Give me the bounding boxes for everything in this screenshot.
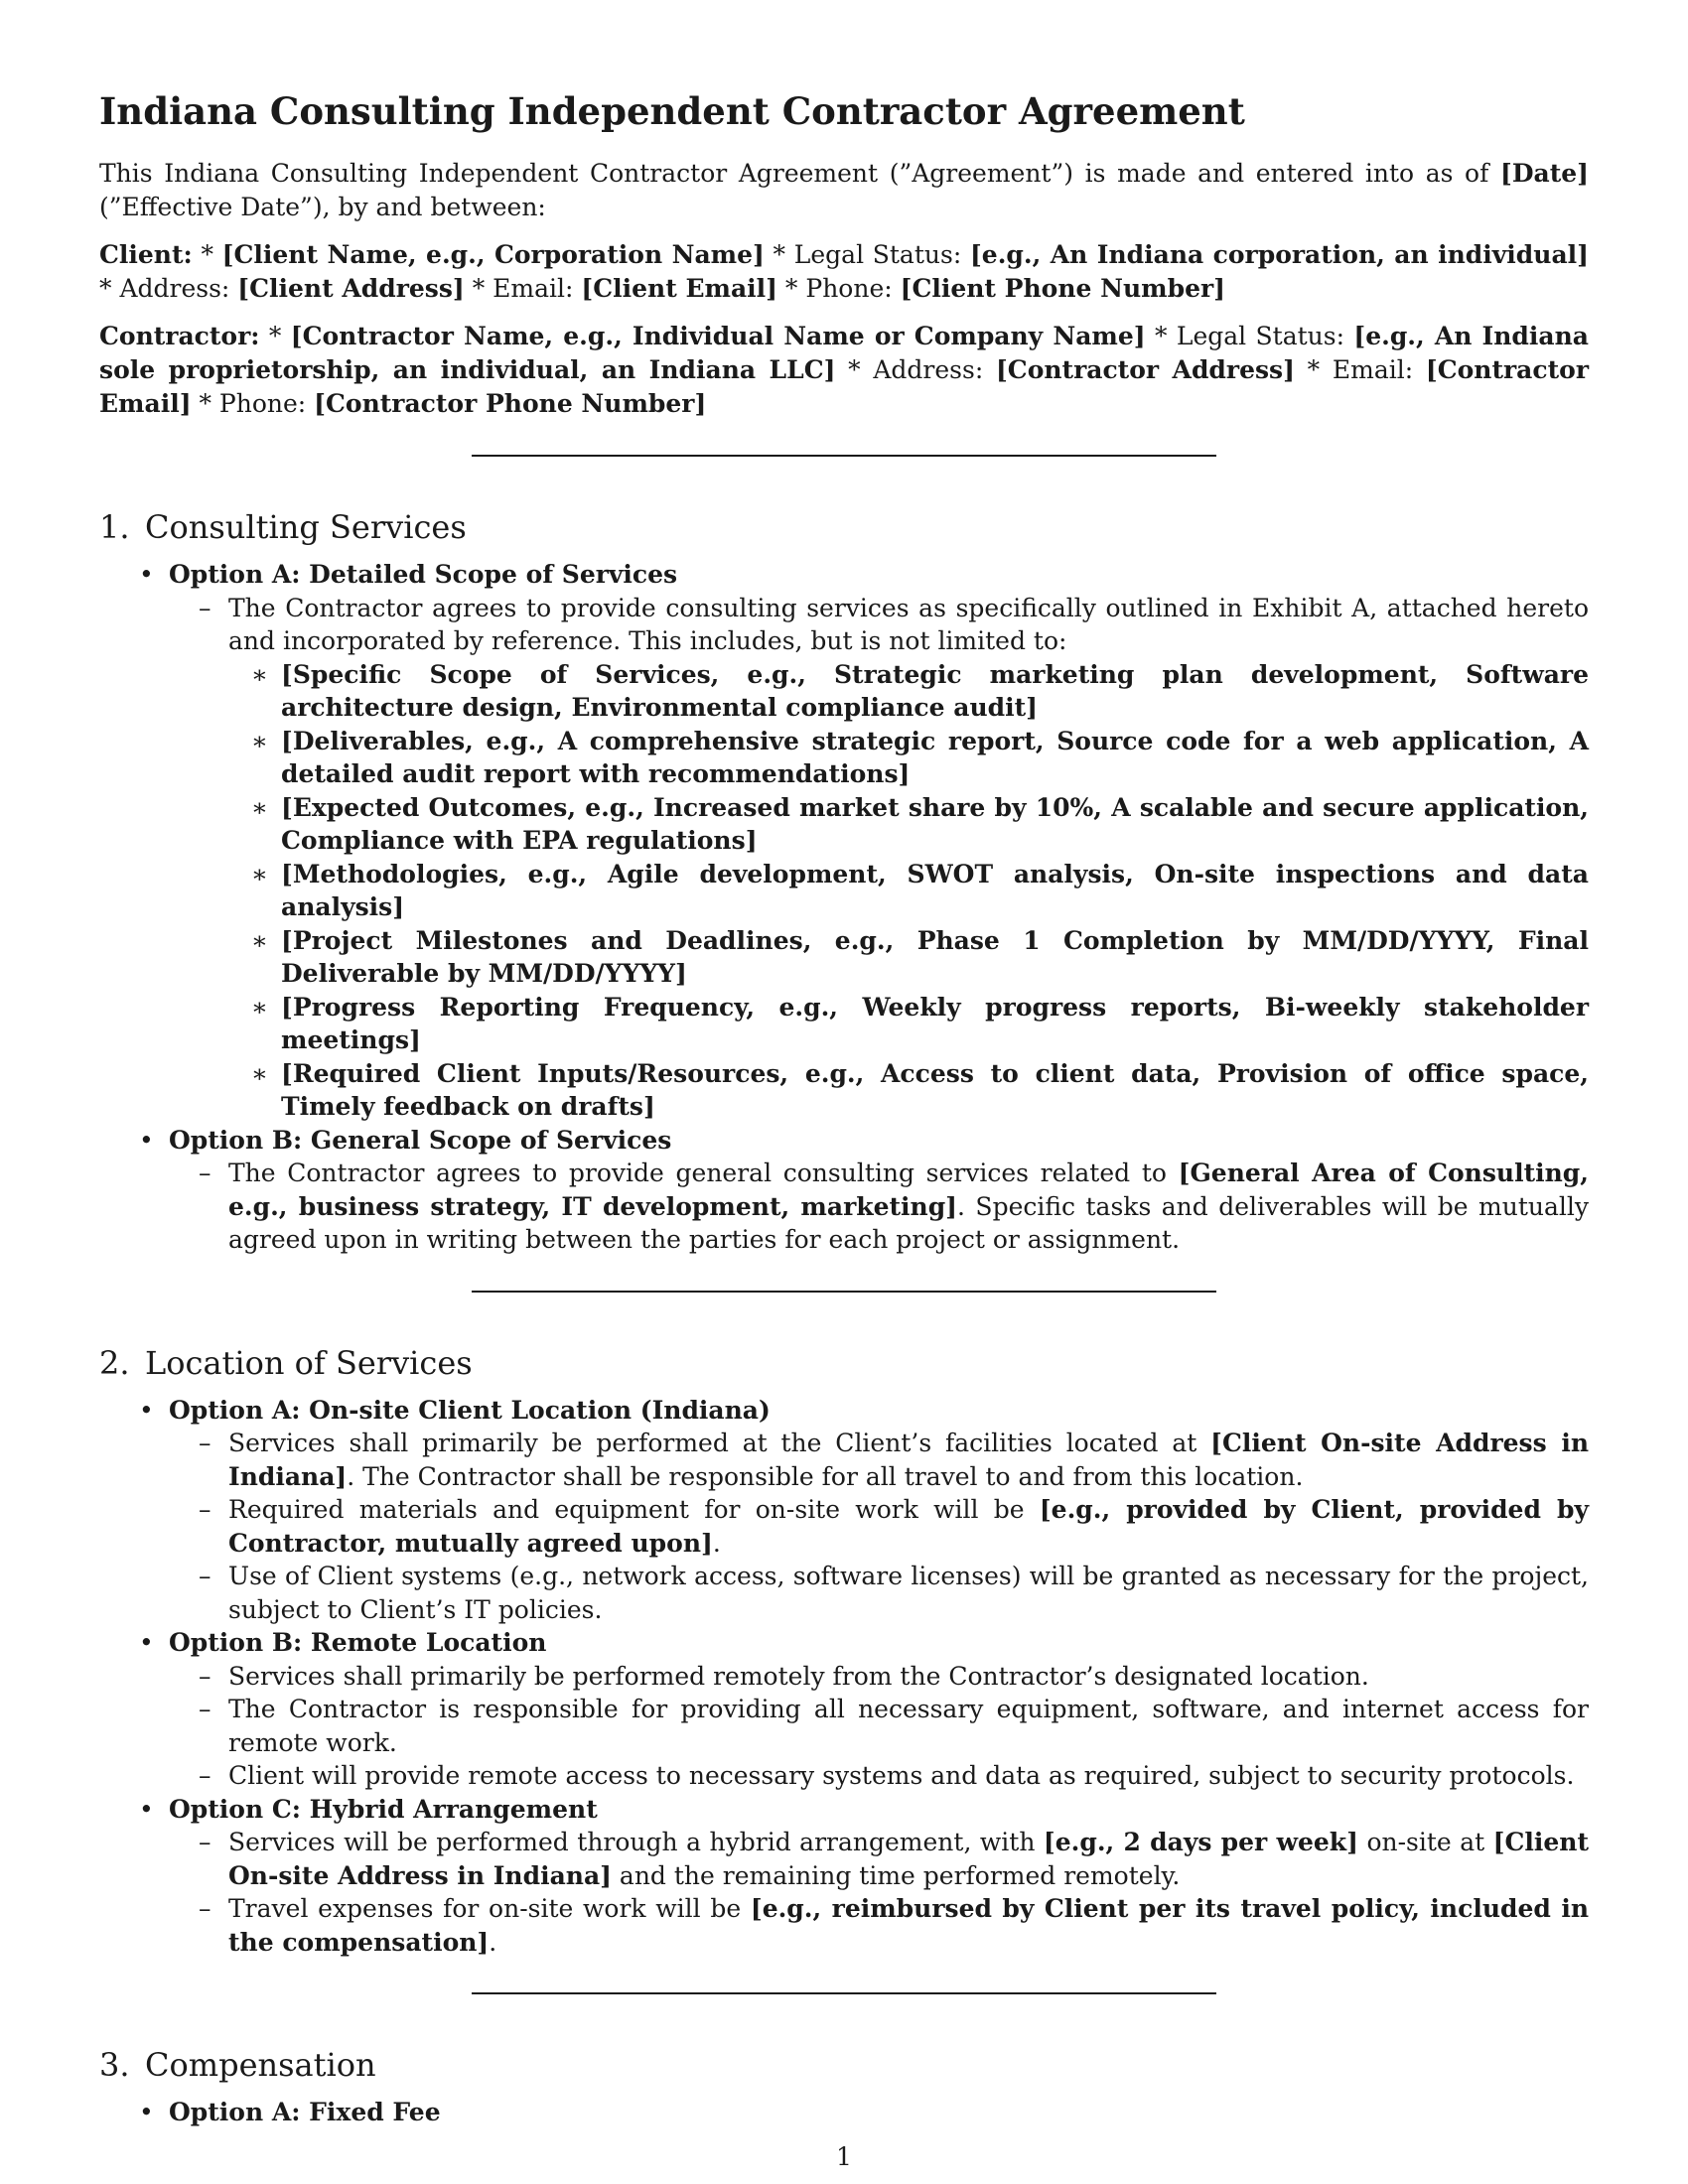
detail-item <box>228 1826 1589 1892</box>
effective-date-placeholder: [Date] <box>1500 159 1589 188</box>
detail-text: The Contractor is responsible for providing all necessary equipment, software, and internet access for remote work. <box>228 1695 1589 1757</box>
option-item <box>169 2096 1589 2129</box>
contractor-address-label: * Address: <box>835 355 996 384</box>
detail-item <box>228 1427 1589 1493</box>
contractor-legal-placeholder: [e.g., An Indiana sole proprietorship, an individual, an Indiana LLC] <box>99 322 1589 384</box>
detail-item <box>228 1693 1589 1759</box>
scope-item <box>281 725 1589 791</box>
option-details <box>169 1157 1589 1257</box>
scope-placeholder: [Expected Outcomes, e.g., Increased market share by 10%, A scalable and secure application, Compliance with EPA regulations] <box>281 792 1589 855</box>
client-phone-placeholder: [Client Phone Number] <box>900 274 1225 303</box>
client-name-placeholder: [Client Name, e.g., Corporation Name] <box>221 240 765 269</box>
scope-placeholder: [Progress Reporting Frequency, e.g., Weekly progress reports, Bi-weekly stakeholder meetings] <box>281 992 1589 1054</box>
detail-text: Required materials and equipment for on-site work will be <box>228 1495 1040 1524</box>
detail-text: Travel expenses for on-site work will be <box>228 1894 751 1923</box>
detail-item <box>228 1560 1589 1626</box>
detail-text: The Contractor agrees to provide consulting services as specifically outlined in Exhibit A, attached hereto and incorporated by reference. This includes, but is not limited to: <box>228 593 1589 655</box>
contractor-phone-label: * Phone: <box>191 389 315 418</box>
detail-text: Use of Client systems (e.g., network access, software licenses) will be granted as necessary for the project, subject to Client’s IT policies. <box>228 1562 1589 1624</box>
scope-item <box>281 991 1589 1057</box>
section-title: Consulting Services <box>145 508 467 546</box>
client-legal-label: * Legal Status: <box>764 240 970 269</box>
detail-item <box>228 1660 1589 1694</box>
contractor-paragraph: Contractor: * [Contractor Name, e.g., Individual Name or Company Name] * Legal Status: [e.g., An Indiana sole proprietorship, an individual, an Indiana LLC] * Address: [Contractor Address] * Email: [Contractor Email] * Phone: [Contractor Phone Number] <box>99 322 1589 418</box>
contractor-email-placeholder: [Contractor Email] <box>99 355 1589 418</box>
placeholder: [e.g., 2 days per week] <box>1043 1828 1358 1856</box>
placeholder: [e.g., reimbursed by Client per its travel policy, included in the compensation] <box>228 1894 1589 1957</box>
option-title: Option C: Hybrid Arrangement <box>169 1794 598 1824</box>
section-title: Compensation <box>145 2046 376 2084</box>
options-list <box>99 1394 1589 1960</box>
scope-item <box>281 858 1589 924</box>
client-phone-label: * Phone: <box>776 274 901 303</box>
options-list <box>99 2096 1589 2129</box>
options-list <box>99 558 1589 1257</box>
option-item <box>169 1124 1589 1257</box>
scope-item <box>281 658 1589 725</box>
section-number: 3. <box>99 2046 130 2084</box>
detail-text: Services shall primarily be performed remotely from the Contractor’s designated location. <box>228 1661 1369 1691</box>
option-details <box>169 1826 1589 1959</box>
detail-item <box>228 592 1589 1124</box>
scope-item <box>281 924 1589 991</box>
contractor-name-placeholder: [Contractor Name, e.g., Individual Name or Company Name] <box>290 322 1146 350</box>
client-address-label: * Address: <box>99 274 238 303</box>
client-address-placeholder: [Client Address] <box>237 274 465 303</box>
detail-item <box>228 1759 1589 1793</box>
divider <box>472 455 1216 457</box>
scope-list <box>228 658 1589 1124</box>
detail-text: . Specific tasks and deliverables will be mutually agreed upon in writing between the parties for each project or assignment. <box>228 1191 1589 1254</box>
detail-item <box>228 1157 1589 1257</box>
section-number: 1. <box>99 508 130 546</box>
option-item <box>169 1394 1589 1627</box>
contractor-address-placeholder: [Contractor Address] <box>995 355 1295 384</box>
detail-text: and the remaining time performed remotely. <box>611 1860 1181 1890</box>
option-title: Option B: General Scope of Services <box>169 1125 672 1155</box>
scope-placeholder: [Deliverables, e.g., A comprehensive strategic report, Source code for a web application, A detailed audit report with recommendations] <box>281 726 1589 788</box>
option-item <box>169 1626 1589 1793</box>
section-title: Location of Services <box>145 1343 473 1382</box>
client-email-label: * Email: <box>464 274 582 303</box>
contractor-email-label: * Email: <box>1294 355 1426 384</box>
intro-text-end: (”Effective Date”), by and between: <box>99 193 546 221</box>
page-number: 1 <box>836 2142 852 2171</box>
option-title: Option A: On-site Client Location (Indiana) <box>169 1395 771 1425</box>
client-label: Client: <box>99 240 193 269</box>
detail-text: . The Contractor shall be responsible for all travel to and from this location. <box>347 1461 1304 1491</box>
document-page <box>99 87 1589 2129</box>
divider <box>472 1291 1216 1293</box>
intro-paragraph <box>99 157 1589 224</box>
section-heading-location-of-services <box>99 1342 1589 1384</box>
option-item <box>169 1793 1589 1960</box>
placeholder: [General Area of Consulting, e.g., business strategy, IT development, marketing] <box>228 1159 1589 1221</box>
detail-item <box>228 1892 1589 1959</box>
contractor-label: Contractor: <box>99 322 260 350</box>
placeholder: [Client On-site Address in Indiana] <box>228 1429 1589 1491</box>
scope-placeholder: [Required Client Inputs/Resources, e.g., Access to client data, Provision of office space, Timely feedback on drafts] <box>281 1058 1589 1121</box>
scope-placeholder: [Methodologies, e.g., Agile development, SWOT analysis, On-site inspections and data analysis] <box>281 859 1589 921</box>
option-item <box>169 558 1589 1124</box>
client-legal-placeholder: [e.g., An Indiana corporation, an individual] <box>969 240 1589 269</box>
scope-item <box>281 791 1589 858</box>
document-title: Indiana Consulting Independent Contractor Agreement <box>99 89 1245 133</box>
detail-text: Services will be performed through a hybrid arrangement, with <box>228 1828 1044 1856</box>
scope-placeholder: [Project Milestones and Deadlines, e.g., Phase 1 Completion by MM/DD/YYYY, Final Deliverable by MM/DD/YYYY] <box>281 925 1589 988</box>
placeholder: [Client On-site Address in Indiana] <box>228 1828 1590 1890</box>
section-number: 2. <box>99 1343 130 1382</box>
detail-text: . <box>712 1528 721 1558</box>
section-heading-compensation <box>99 2044 1589 2086</box>
client-email-placeholder: [Client Email] <box>581 274 777 303</box>
option-title: Option A: Fixed Fee <box>169 2098 441 2126</box>
intro-text: This Indiana Consulting Independent Contractor Agreement (”Agreement”) is made and entered into as of <box>99 159 1500 188</box>
contractor-legal-label: * Legal Status: <box>1145 322 1354 350</box>
detail-text: Services shall primarily be performed at the Client’s facilities located at <box>228 1429 1211 1457</box>
option-title: Option A: Detailed Scope of Services <box>169 560 678 589</box>
detail-text: . <box>489 1927 497 1957</box>
scope-placeholder: [Specific Scope of Services, e.g., Strategic marketing plan development, Software architecture design, Environmental compliance audit] <box>281 659 1589 722</box>
detail-text: on-site at <box>1357 1828 1493 1856</box>
divider <box>472 1992 1216 1994</box>
detail-text: Client will provide remote access to necessary systems and data as required, subject to security protocols. <box>228 1761 1575 1790</box>
option-details <box>169 1660 1589 1793</box>
option-title: Option B: Remote Location <box>169 1628 547 1657</box>
section-heading-consulting-services <box>99 506 1589 548</box>
placeholder: [e.g., provided by Client, provided by Contractor, mutually agreed upon] <box>228 1495 1589 1558</box>
option-details <box>169 592 1589 1124</box>
option-details <box>169 1427 1589 1626</box>
detail-item <box>228 1493 1589 1560</box>
contractor-phone-placeholder: [Contractor Phone Number] <box>314 389 707 418</box>
client-paragraph: Client: * [Client Name, e.g., Corporation Name] * Legal Status: [e.g., An Indiana corporation, an individual] * Address: [Client Address] * Email: [Client Email] * Phone: [Client Phone Number] <box>99 240 1589 303</box>
detail-text: The Contractor agrees to provide general consulting services related to <box>228 1159 1179 1187</box>
scope-item <box>281 1057 1589 1124</box>
